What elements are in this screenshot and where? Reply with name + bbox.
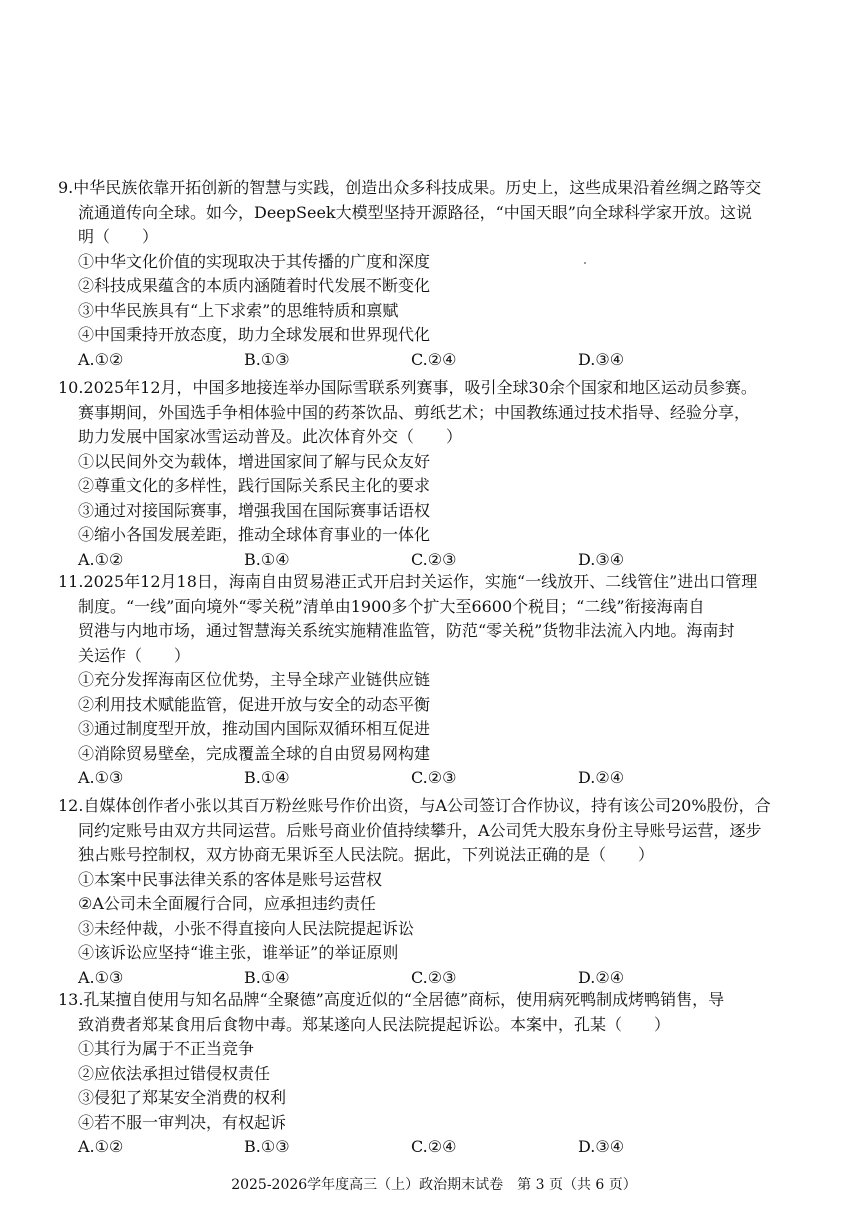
question-stem-line: 13.孔某擅自使用与知名品牌“全聚德”高度近似的“全居德”商标，使用病死鸭制成烤鸭销售，导 [58, 990, 725, 1009]
statement-option: ④缩小各国发展差距，推动全球体育事业的一体化 [78, 525, 431, 544]
question-q9 [58, 176, 858, 372]
answer-choice-d[interactable]: D.③④ [578, 349, 625, 369]
answer-choice-b[interactable]: B.①④ [244, 967, 290, 987]
statement-option: ①中华文化价值的实现取决于其传播的广度和深度 [78, 251, 431, 271]
statement-option: ③通过制度型开放，推动国内国际双循环相互促进 [78, 719, 431, 738]
question-stem-line: 赛事期间，外国选手争相体验中国的药茶饮品、剪纸艺术；中国教练通过技术指导、经验分享， [78, 402, 751, 422]
question-stem-line: 制度。“一线”面向境外“零关税”清单由1900多个扩大至6600个税目；“二线”衔接海南自 [78, 596, 705, 616]
answer-choice-a[interactable]: A.①② [78, 1137, 124, 1156]
page-footer: 2025-2026学年度高三（上）政治期末试卷 第 3 页（共 6 页） [231, 1177, 637, 1193]
statement-option: ②应依法承担过错侵权责任 [78, 1063, 271, 1083]
question-stem-line: 10.2025年12月，中国多地接连举办国际雪联系列赛事，吸引全球30余个国家和地区运动员参赛。 [58, 378, 757, 397]
statement-option: ④中国秉持开放态度，助力全球发展和世界现代化 [78, 325, 431, 344]
answer-choices [58, 548, 858, 573]
answer-choice-b[interactable]: B.①③ [244, 349, 290, 369]
statement-option: ①其行为属于不正当竞争 [78, 1039, 255, 1058]
question-stem-line: 同约定账号由双方共同运营。后账号商业价值持续攀升，A公司凭大股东身份主导账号运营，逐步 [78, 820, 762, 840]
answer-choice-a[interactable]: A.①② [78, 349, 124, 369]
statement-option: ④消除贸易壁垒，完成覆盖全球的自由贸易网构建 [78, 743, 431, 763]
statement-option: ①以民间外交为载体，增进国家间了解与民众友好 [78, 451, 431, 471]
statement-option: ③通过对接国际赛事，增强我国在国际赛事话语权 [78, 500, 431, 520]
answer-choice-d[interactable]: D.②④ [578, 768, 625, 787]
answer-choices [58, 348, 858, 373]
answer-choice-a[interactable]: A.①② [78, 549, 124, 569]
answer-choice-d[interactable]: D.③④ [578, 1137, 625, 1156]
question-stem-line: 贸港与内地市场，通过智慧海关系统实施精准监管，防范“零关税”货物非法流入内地。海南封 [78, 621, 735, 640]
question-q13 [58, 988, 858, 1160]
question-stem-line: 11.2025年12月18日，海南自由贸易港正式开启封关运作，实施“一线放开、二线管住”进出口管理 [58, 572, 758, 591]
statement-option: ③侵犯了郑某安全消费的权利 [78, 1088, 287, 1107]
answer-choices [58, 766, 858, 791]
answer-choice-b[interactable]: B.①④ [244, 768, 290, 787]
statement-option: ②科技成果蕴含的本质内涵随着时代发展不断变化 [78, 276, 431, 295]
answer-choice-c[interactable]: C.②③ [411, 768, 457, 787]
question-stem-line: 助力发展中国家冰雪运动普及。此次体育外交（ ） [78, 427, 463, 446]
statement-option: ②A公司未全面履行合同，应承担违约责任 [78, 894, 376, 913]
statement-option: ②尊重文化的多样性，践行国际关系民主化的要求 [78, 476, 431, 495]
question-q12 [58, 794, 858, 990]
question-stem-line: 12.自媒体创作者小张以其百万粉丝账号作价出资，与A公司签订合作协议，持有该公司20%股份，合 [58, 796, 771, 815]
statement-option: ③中华民族具有“上下求索”的思维特质和禀赋 [78, 300, 399, 320]
answer-choices [58, 1135, 858, 1160]
statement-option: ①充分发挥海南区位优势，主导全球产业链供应链 [78, 670, 431, 689]
statement-option: ②利用技术赋能监管，促进开放与安全的动态平衡 [78, 694, 431, 714]
answer-choice-c[interactable]: C.②③ [411, 967, 457, 987]
answer-choice-b[interactable]: B.①③ [244, 1137, 290, 1156]
answer-choice-b[interactable]: B.①④ [244, 549, 290, 569]
question-stem-line: 明（ ） [78, 227, 159, 246]
answer-choice-a[interactable]: A.①③ [78, 768, 124, 787]
question-q11 [58, 570, 858, 791]
statement-option: ③未经仲裁，小张不得直接向人民法院提起诉讼 [78, 918, 415, 938]
answer-choice-d[interactable]: D.③④ [578, 549, 625, 569]
statement-option: ④若不服一审判决，有权起诉 [78, 1112, 287, 1132]
statement-option: ④该诉讼应坚持“谁主张，谁举证”的举证原则 [78, 943, 399, 962]
question-stem-line: 流通道传向全球。如今，DeepSeek大模型坚持开源路径，“中国天眼”向全球科学家开放。这说 [78, 202, 752, 222]
answer-choice-c[interactable]: C.②④ [411, 1137, 457, 1156]
statement-option: ①本案中民事法律关系的客体是账号运营权 [78, 869, 383, 889]
answer-choice-c[interactable]: C.②④ [411, 349, 457, 369]
question-q10 [58, 376, 858, 572]
answer-choice-d[interactable]: D.②④ [578, 967, 625, 987]
question-stem-line: 关运作（ ） [78, 645, 191, 665]
question-stem-line: 独占账号控制权，双方协商无果诉至人民法院。据此，下列说法正确的是（ ） [78, 845, 655, 864]
question-stem-line: 致消费者郑某食用后食物中毒。郑某遂向人民法院提起诉讼。本案中，孔某（ ） [78, 1014, 671, 1034]
answer-choice-a[interactable]: A.①③ [78, 967, 124, 987]
question-stem-line: 9.中华民族依靠开拓创新的智慧与实践，创造出众多科技成果。历史上，这些成果沿着丝绸之路等交 [58, 178, 762, 197]
answer-choice-c[interactable]: C.②③ [411, 549, 457, 569]
answer-choices [58, 966, 858, 991]
